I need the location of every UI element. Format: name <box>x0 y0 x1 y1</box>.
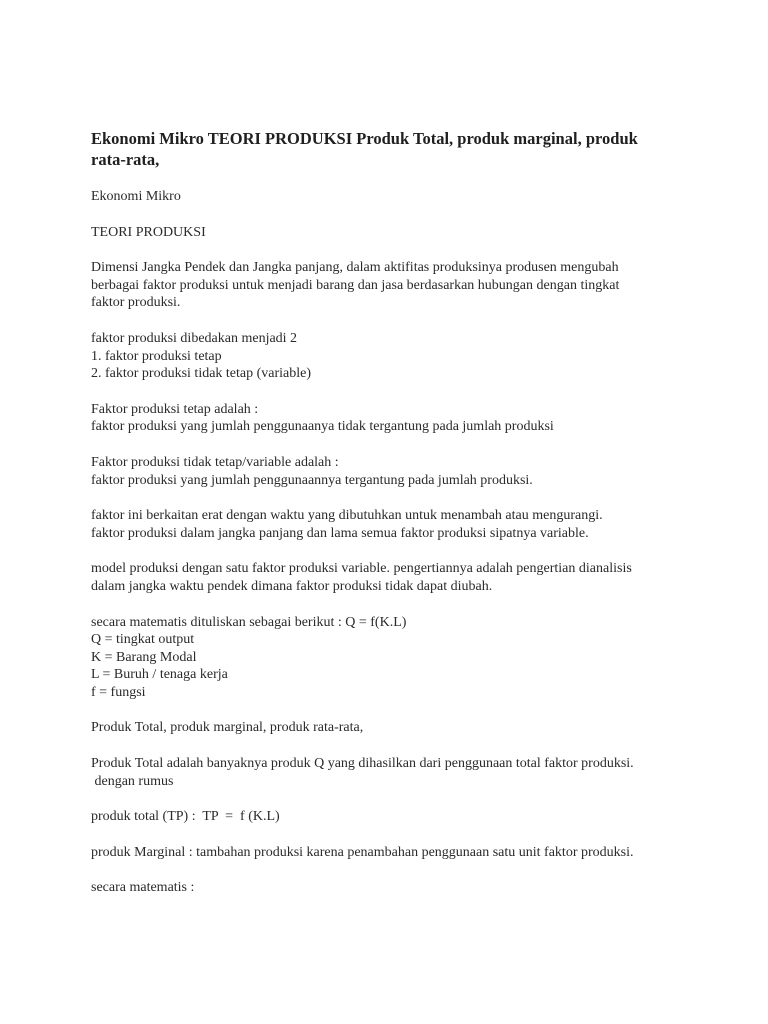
text-line: faktor produksi dibedakan menjadi 2 <box>91 330 298 346</box>
paragraph-ekonomi-mikro <box>91 188 691 206</box>
definition-line: K = Barang Modal <box>91 649 197 665</box>
text-line: Ekonomi Mikro <box>91 189 181 204</box>
formula-line: produk total (TP) : TP = f (K.L) <box>91 809 280 825</box>
text-line: dengan rumus <box>91 773 174 789</box>
text-line: faktor produksi. <box>91 295 181 311</box>
definition-line: Q = tingkat output <box>91 632 195 648</box>
text-line: faktor ini berkaitan erat dengan waktu yang dibutuhkan untuk menambah atau mengurangi. <box>91 508 603 524</box>
text-line: Produk Total adalah banyaknya produk Q yang dihasilkan dari penggunaan total faktor produksi. <box>91 756 634 772</box>
text-line: dalam jangka waktu pendek dimana faktor produksi tidak dapat diubah. <box>91 578 493 594</box>
text-line: secara matematis : <box>91 880 195 896</box>
title-line: Ekonomi Mikro TEORI PRODUKSI Produk Total, produk marginal, produk <box>91 129 638 148</box>
text-line: Dimensi Jangka Pendek dan Jangka panjang, dalam aktifitas produksinya produsen mengubah <box>91 260 619 276</box>
definition-line: L = Buruh / tenaga kerja <box>91 667 228 683</box>
paragraph-produk-total <box>91 755 691 790</box>
paragraph-model-produksi <box>91 560 691 595</box>
paragraph-teori-produksi <box>91 224 691 242</box>
formula-line: secara matematis dituliskan sebagai berikut : Q = f(K.L) <box>91 614 407 630</box>
document-title <box>91 128 691 170</box>
paragraph-faktor-waktu <box>91 507 691 542</box>
text-line: produk Marginal : tambahan produksi karena penambahan penggunaan satu unit faktor produksi. <box>91 844 634 860</box>
text-line: faktor produksi yang jumlah penggunaanya tidak tergantung pada jumlah produksi <box>91 419 554 435</box>
paragraph-tp-formula <box>91 808 691 826</box>
text-line: Produk Total, produk marginal, produk rata-rata, <box>91 720 364 736</box>
text-line: Faktor produksi tidak tetap/variable adalah : <box>91 454 339 470</box>
text-line: faktor produksi dalam jangka panjang dan lama semua faktor produksi sipatnya variable. <box>91 525 589 541</box>
text-line: berbagai faktor produksi untuk menjadi barang dan jasa berdasarkan hubungan dengan tingkat <box>91 277 620 293</box>
document-page <box>91 128 691 915</box>
text-line: faktor produksi yang jumlah penggunaannya tergantung pada jumlah produksi. <box>91 472 533 488</box>
paragraph-subheading <box>91 719 691 737</box>
paragraph-produk-marginal <box>91 844 691 862</box>
list-item: 2. faktor produksi tidak tetap (variable) <box>91 366 312 382</box>
paragraph-faktor-dibedakan <box>91 330 691 383</box>
paragraph-rumus-matematis <box>91 614 691 702</box>
paragraph-secara-matematis <box>91 879 691 897</box>
list-item: 1. faktor produksi tetap <box>91 348 222 364</box>
paragraph-faktor-tetap <box>91 401 691 436</box>
title-line: rata-rata, <box>91 150 160 169</box>
paragraph-dimensi <box>91 259 691 312</box>
paragraph-faktor-tidak-tetap <box>91 454 691 489</box>
definition-line: f = fungsi <box>91 684 146 700</box>
text-line: model produksi dengan satu faktor produksi variable. pengertiannya adalah pengertian dianalisis <box>91 561 632 577</box>
text-line: TEORI PRODUKSI <box>91 224 206 240</box>
text-line: Faktor produksi tetap adalah : <box>91 401 259 417</box>
